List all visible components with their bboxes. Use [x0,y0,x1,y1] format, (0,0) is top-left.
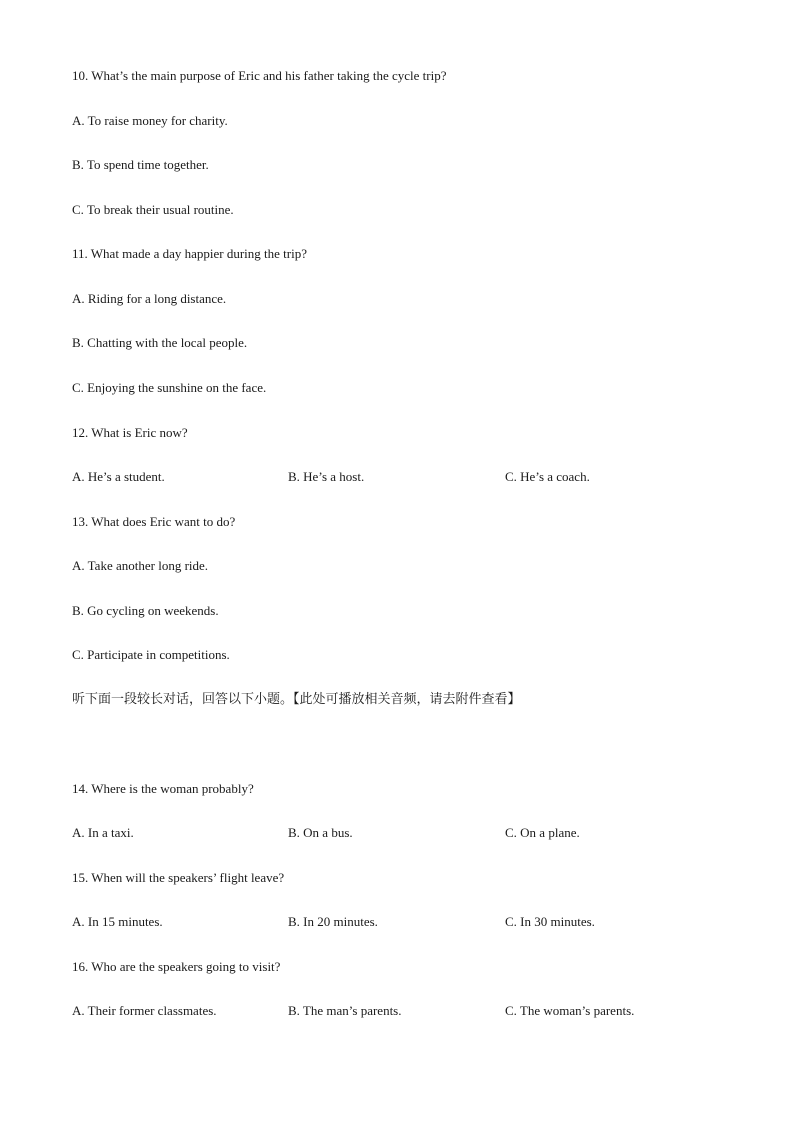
question-11: 11. What made a day happier during the trip? [72,246,308,261]
question-13-option-b: B. Go cycling on weekends. [72,603,219,618]
section-instruction: 听下面一段较长对话，回答以下小题。【此处可播放相关音频，请去附件查看】 [72,692,521,707]
question-13-option-a: A. Take another long ride. [72,558,209,573]
question-14-option-b: B. On a bus. [288,825,353,840]
question-16-option-c: C. The woman’s parents. [505,1003,635,1018]
question-15-option-a: A. In 15 minutes. [72,914,163,929]
question-16: 16. Who are the speakers going to visit? [72,959,281,974]
question-10: 10. What’s the main purpose of Eric and his father taking the cycle trip? [72,68,447,83]
question-12: 12. What is Eric now? [72,425,188,440]
question-14-option-c: C. On a plane. [505,825,580,840]
question-14: 14. Where is the woman probably? [72,781,254,796]
question-13-option-c: C. Participate in competitions. [72,647,230,662]
question-12-option-c: C. He’s a coach. [505,469,590,484]
question-10-option-a: A. To raise money for charity. [72,113,228,128]
question-13: 13. What does Eric want to do? [72,514,236,529]
question-15-option-c: C. In 30 minutes. [505,914,595,929]
question-15-option-b: B. In 20 minutes. [288,914,378,929]
question-12-option-b: B. He’s a host. [288,469,365,484]
question-11-option-c: C. Enjoying the sunshine on the face. [72,380,267,395]
question-12-option-a: A. He’s a student. [72,469,165,484]
question-16-option-a: A. Their former classmates. [72,1003,217,1018]
question-16-option-b: B. The man’s parents. [288,1003,402,1018]
question-10-option-b: B. To spend time together. [72,157,209,172]
question-11-option-a: A. Riding for a long distance. [72,291,227,306]
question-14-option-a: A. In a taxi. [72,825,134,840]
question-11-option-b: B. Chatting with the local people. [72,335,248,350]
question-15: 15. When will the speakers’ flight leave? [72,870,285,885]
question-10-option-c: C. To break their usual routine. [72,202,234,217]
